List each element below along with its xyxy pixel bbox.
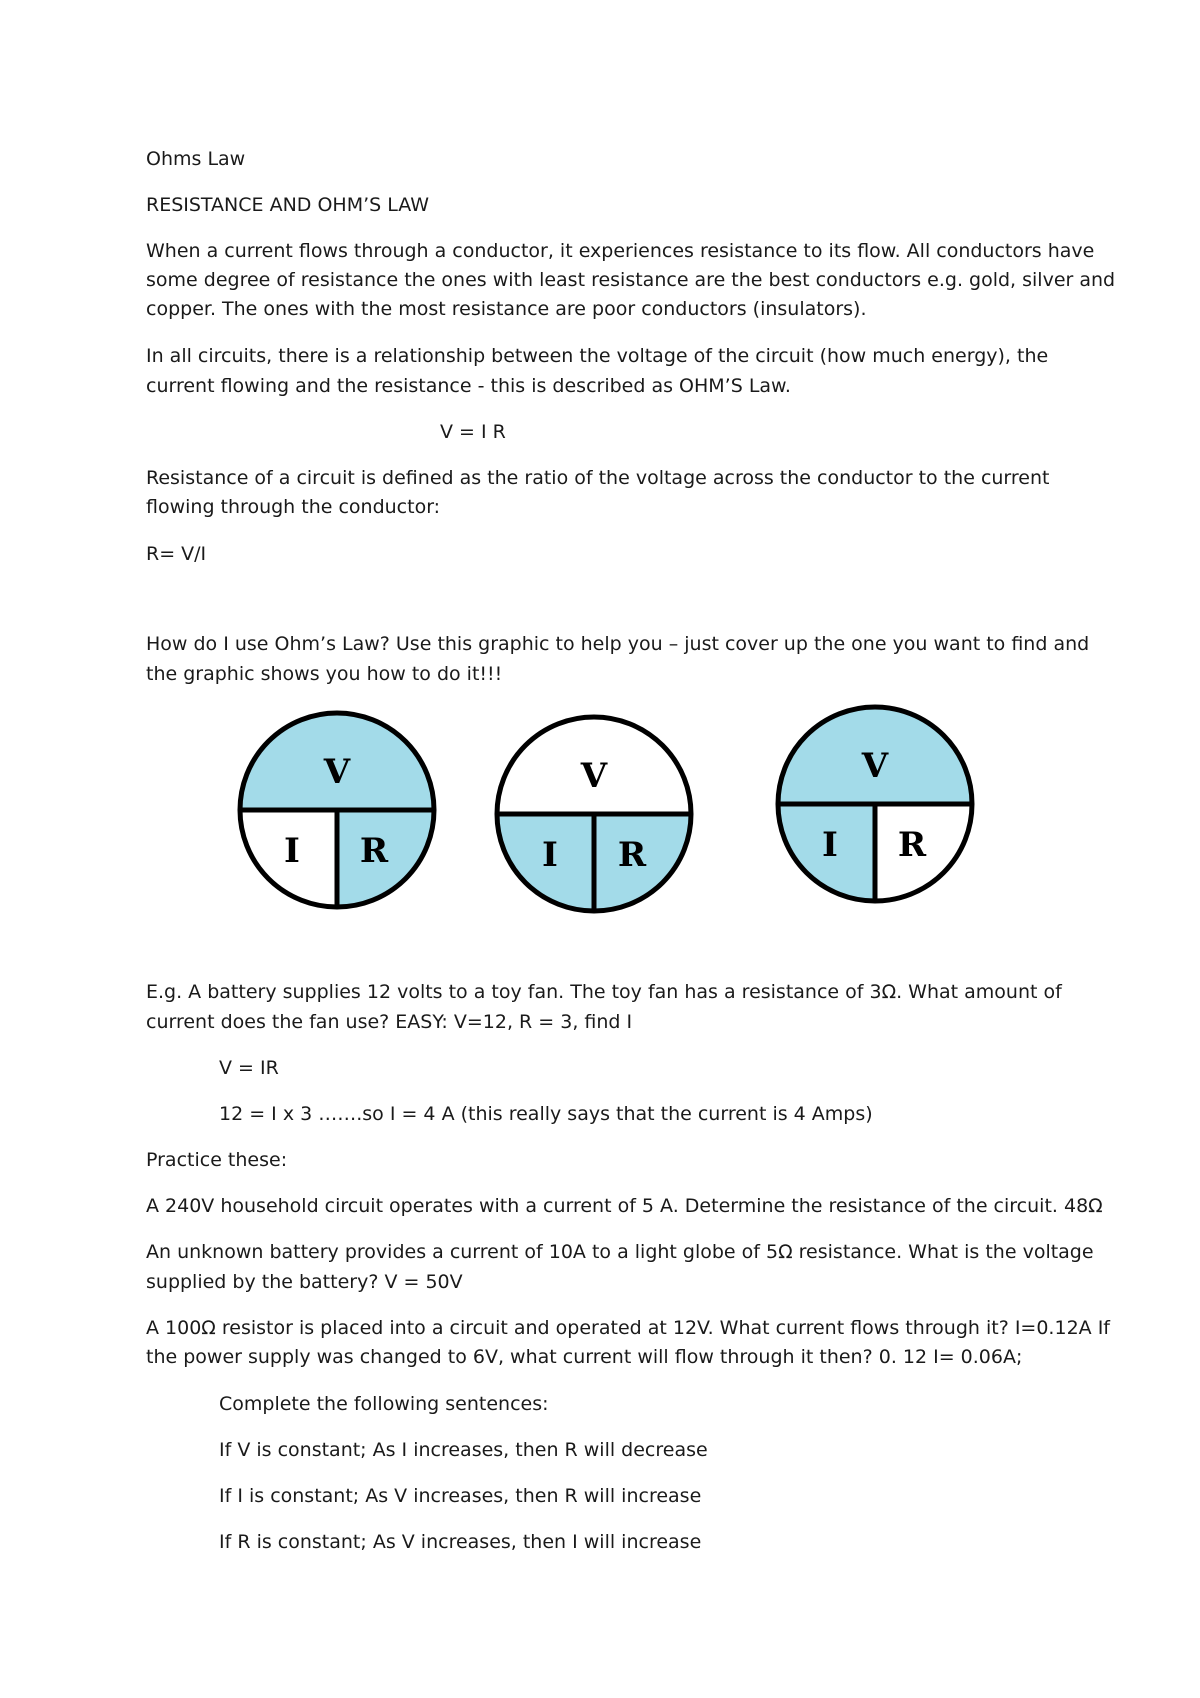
circle3-v-label: V: [861, 746, 889, 786]
practice-q1: A 240V household circuit operates with a current of 5 A. Determine the resistance of the circuit. 48Ω: [146, 1195, 1103, 1217]
example-step2: 12 = I x 3 …….so I = 4 A (this really says that the current is 4 Amps): [219, 1103, 873, 1125]
circle1-v-label: V: [323, 752, 351, 792]
ohms-circle-2: [497, 717, 691, 911]
circle1-r-label: R: [359, 831, 389, 871]
section-heading: RESISTANCE AND OHM’S LAW: [146, 194, 430, 216]
practice-heading: Practice these:: [146, 1149, 288, 1171]
circle1-i-label: I: [284, 831, 300, 871]
para1-line3: copper. The ones with the most resistance are poor conductors (insulators).: [146, 298, 867, 320]
para1-line2: some degree of resistance the ones with least resistance are the best conductors e.g. gold, silver and: [146, 269, 1116, 291]
doc-title: Ohms Law: [146, 148, 246, 170]
example-line1: E.g. A battery supplies 12 volts to a toy fan. The toy fan has a resistance of 3Ω. What amount of: [146, 981, 1062, 1003]
para4-line2: the graphic shows you how to do it!!!: [146, 663, 503, 685]
ohms-law-circles-diagram: [0, 700, 1200, 920]
complete-sentence-1: If V is constant; As I increases, then R will decrease: [219, 1439, 708, 1461]
example-step1: V = IR: [219, 1057, 279, 1079]
para2-line1: In all circuits, there is a relationship between the voltage of the circuit (how much energy), the: [146, 345, 1049, 367]
formula-r-vi: R= V/I: [146, 543, 207, 565]
formula-v-ir: V = I R: [440, 421, 506, 443]
practice-q3-line2: the power supply was changed to 6V, what current will flow through it then? 0. 12 I= 0.06A;: [146, 1346, 1023, 1368]
circle3-r-label: R: [897, 825, 927, 865]
practice-q2-line2: supplied by the battery? V = 50V: [146, 1271, 463, 1293]
para3-line1: Resistance of a circuit is defined as the ratio of the voltage across the conductor to the current: [146, 467, 1050, 489]
example-line2: current does the fan use? EASY: V=12, R = 3, find I: [146, 1011, 633, 1033]
para1-line1: When a current flows through a conductor, it experiences resistance to its flow. All conductors have: [146, 240, 1095, 262]
circle2-r-label: R: [617, 835, 647, 875]
circle2-v-label: V: [580, 756, 608, 796]
para4-line1: How do I use Ohm’s Law? Use this graphic to help you – just cover up the one you want to find and: [146, 633, 1090, 655]
complete-heading: Complete the following sentences:: [219, 1393, 549, 1415]
ohms-circle-3: [778, 707, 972, 901]
circle3-i-label: I: [822, 825, 838, 865]
para2-line2: current flowing and the resistance - this is described as OHM’S Law.: [146, 375, 791, 397]
practice-q3-line1: A 100Ω resistor is placed into a circuit and operated at 12V. What current flows through it? I=0.12A If: [146, 1317, 1110, 1339]
complete-sentence-2: If I is constant; As V increases, then R will increase: [219, 1485, 702, 1507]
ohms-circle-1: [240, 713, 434, 907]
practice-q2-line1: An unknown battery provides a current of 10A to a light globe of 5Ω resistance. What is the voltage: [146, 1241, 1094, 1263]
circle2-i-label: I: [542, 835, 558, 875]
complete-sentence-3: If R is constant; As V increases, then I will increase: [219, 1531, 702, 1553]
para3-line2: flowing through the conductor:: [146, 496, 441, 518]
